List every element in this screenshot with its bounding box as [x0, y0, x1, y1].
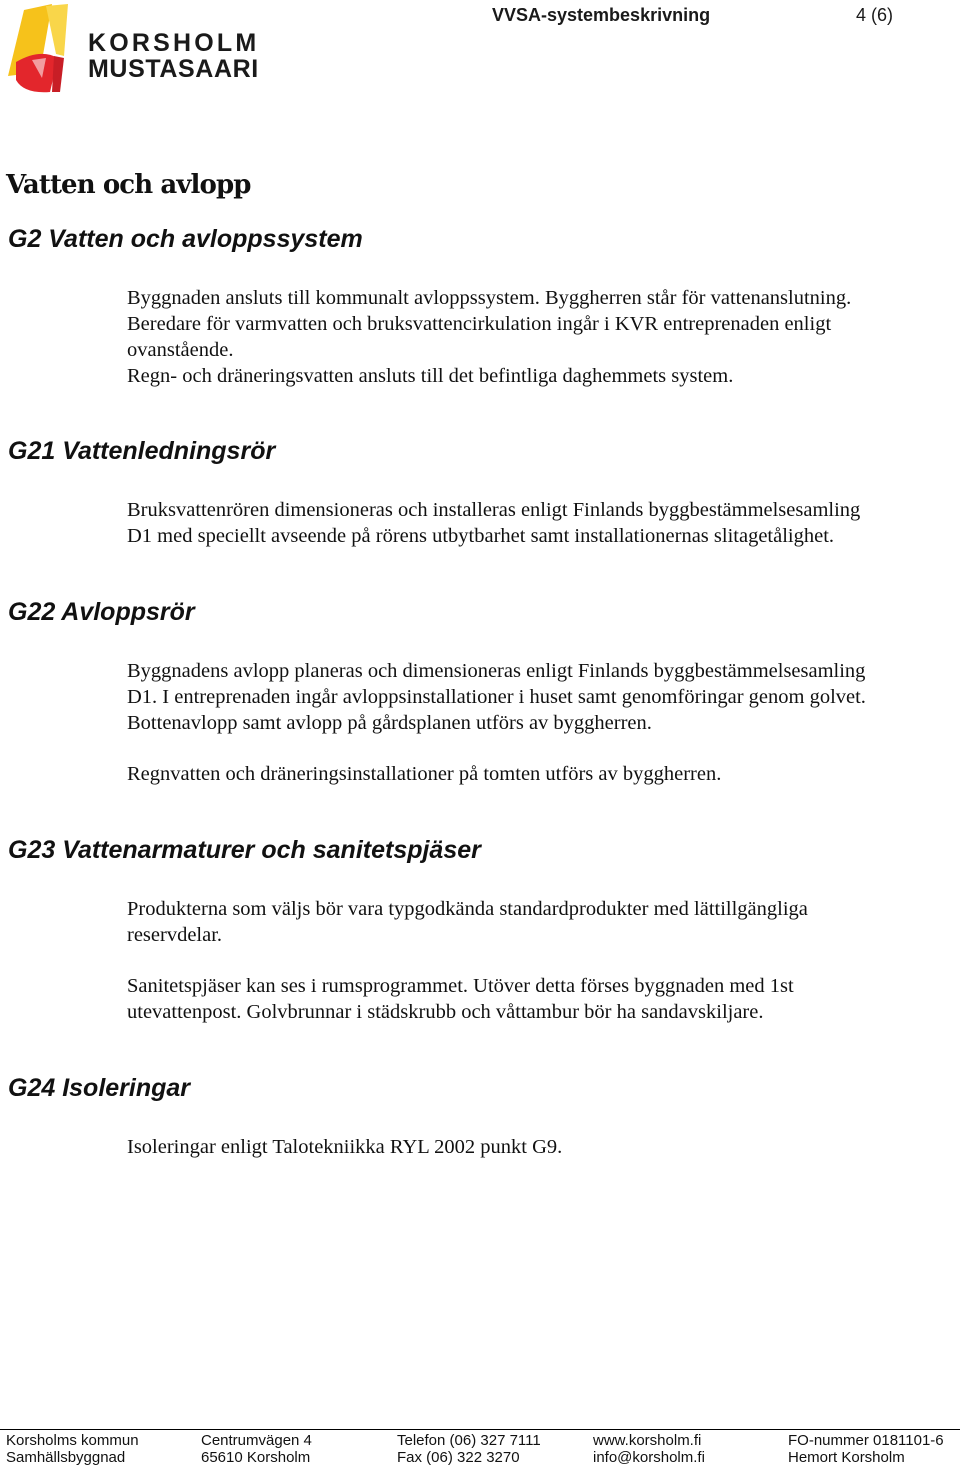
paragraph-line: reservdelar.: [127, 924, 223, 946]
paragraph-line: utevattenpost. Golvbrunnar i städskrubb och våttambur bör ha sandavskiljare.: [127, 1001, 764, 1023]
footer-divider: [0, 1429, 960, 1430]
section-g22-paragraph-2: [127, 761, 952, 787]
document-title: VVSA-systembeskrivning: [492, 5, 711, 25]
page-number: 4 (6): [856, 5, 894, 25]
footer-website-link[interactable]: www.korsholm.fi: [593, 1432, 702, 1449]
section-heading-g22: G22 Avloppsrör: [8, 598, 195, 626]
section-g21-paragraph: [127, 497, 952, 549]
main-heading: Vatten och avlopp: [6, 170, 251, 200]
paragraph-line: Isoleringar enligt Talotekniikka RYL 2002 punkt G9.: [127, 1136, 563, 1158]
section-heading-g24: G24 Isoleringar: [8, 1074, 191, 1102]
footer-registration: [788, 1432, 944, 1466]
footer-line: Telefon (06) 327 7111: [397, 1432, 541, 1449]
korsholm-logo: [6, 2, 266, 97]
footer-phone: [397, 1432, 541, 1466]
footer-line: Korsholms kommun: [6, 1432, 139, 1449]
section-g23-paragraph: [127, 896, 952, 948]
paragraph-line: Sanitetspjäser kan ses i rumsprogrammet. Utöver detta förses byggnaden med 1st: [127, 975, 794, 997]
paragraph-line: D1. I entreprenaden ingår avloppsinstallationer i huset samt genomföringar genom golvet.: [127, 686, 866, 708]
footer-line: Fax (06) 322 3270: [397, 1449, 520, 1466]
paragraph-line: Bruksvattenrören dimensioneras och installeras enligt Finlands byggbestämmelsesamling: [127, 499, 861, 521]
footer-web: [593, 1432, 705, 1466]
korsholm-logo-mark-icon: [6, 2, 72, 94]
logo-wordmark: [88, 30, 259, 82]
footer-organization: [6, 1432, 139, 1466]
section-heading-g23: G23 Vattenarmaturer och sanitetspjäser: [8, 836, 481, 864]
footer-line: FO-nummer 0181101-6: [788, 1432, 944, 1449]
paragraph-line: Byggnaden ansluts till kommunalt avloppssystem. Byggherren står för vattenanslutning.: [127, 287, 852, 309]
paragraph-line: Regn- och dräneringsvatten ansluts till det befintliga daghemmets system.: [127, 365, 734, 387]
paragraph-line: Beredare för varmvatten och bruksvattencirkulation ingår i KVR entreprenaden enligt: [127, 313, 832, 335]
paragraph-line: Byggnadens avlopp planeras och dimensioneras enligt Finlands byggbestämmelsesamling: [127, 660, 866, 682]
section-g22-paragraph: [127, 658, 952, 736]
logo-line-korsholm: KORSHOLM: [88, 29, 260, 57]
footer-line: Centrumvägen 4: [201, 1432, 312, 1449]
paragraph-line: Bottenavlopp samt avlopp på gårdsplanen utförs av byggherren.: [127, 712, 652, 734]
footer-line: Samhällsbyggnad: [6, 1449, 126, 1466]
paragraph-line: D1 med speciellt avseende på rörens utbytbarhet samt installationernas slitagetålighet.: [127, 525, 835, 547]
section-g23-paragraph-2: [127, 973, 952, 1025]
section-heading-g21: G21 Vattenledningsrör: [8, 437, 276, 465]
footer-address: [201, 1432, 312, 1466]
section-heading-g2: G2 Vatten och avloppssystem: [8, 225, 363, 253]
footer-line: 65610 Korsholm: [201, 1449, 311, 1466]
section-g2-paragraph: [127, 285, 952, 389]
paragraph-line: Regnvatten och dräneringsinstallationer på tomten utförs av byggherren.: [127, 763, 722, 785]
paragraph-line: Produkterna som väljs bör vara typgodkända standardprodukter med lättillgängliga: [127, 898, 808, 920]
logo-line-mustasaari: MUSTASAARI: [88, 55, 259, 83]
footer-email-link[interactable]: info@korsholm.fi: [593, 1449, 705, 1466]
footer-line: Hemort Korsholm: [788, 1449, 905, 1466]
section-g24-paragraph: [127, 1134, 952, 1160]
paragraph-line: ovanstående.: [127, 339, 234, 361]
